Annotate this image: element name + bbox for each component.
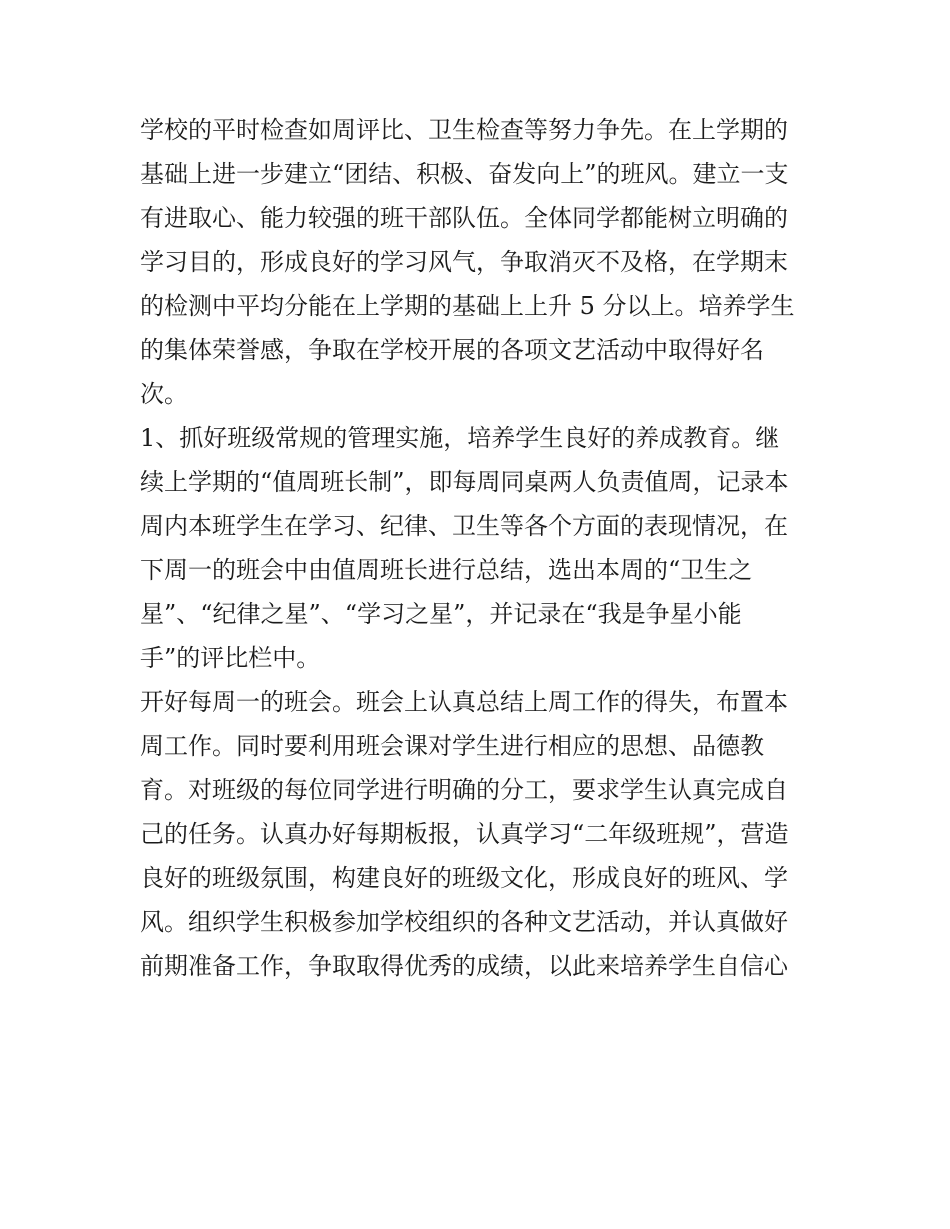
text-line: 星”、“纪律之星”、“学习之星”，并记录在“我是争星小能 bbox=[140, 600, 742, 628]
text-line: 续上学期的“值周班长制”，即每周同桌两人负责值周，记录本 bbox=[140, 468, 789, 496]
text-line: 周内本班学生在学习、纪律、卫生等各个方面的表现情况，在 bbox=[140, 512, 788, 540]
text-line: 的检测中平均分能在上学期的基础上上升 5 分以上。培养学生 bbox=[140, 292, 795, 320]
text-line: 开好每周一的班会。班会上认真总结上周工作的得失，布置本 bbox=[140, 688, 788, 716]
body-text bbox=[140, 108, 820, 988]
text-line: 下周一的班会中由值周班长进行总结，选出本周的“卫生之 bbox=[140, 556, 753, 584]
text-line: 良好的班级氛围，构建良好的班级文化，形成良好的班风、学 bbox=[140, 864, 788, 892]
text-line: 周工作。同时要利用班会课对学生进行相应的思想、品德教 bbox=[140, 732, 764, 760]
text-line: 手”的评比栏中。 bbox=[140, 644, 321, 672]
text-line: 1、抓好班级常规的管理实施，培养学生良好的养成教育。继 bbox=[140, 424, 780, 452]
text-line: 基础上进一步建立“团结、积极、奋发向上”的班风。建立一支 bbox=[140, 160, 789, 188]
text-line: 前期准备工作，争取取得优秀的成绩，以此来培养学生自信心 bbox=[140, 952, 788, 980]
text-line: 有进取心、能力较强的班干部队伍。全体同学都能树立明确的 bbox=[140, 204, 788, 232]
text-line: 育。对班级的每位同学进行明确的分工，要求学生认真完成自 bbox=[140, 776, 788, 804]
text-line: 风。组织学生积极参加学校组织的各种文艺活动，并认真做好 bbox=[140, 908, 788, 936]
text-line: 己的任务。认真办好每期板报，认真学习“二年级班规”，营造 bbox=[140, 820, 789, 848]
text-line: 次。 bbox=[140, 380, 188, 408]
text-line: 学校的平时检查如周评比、卫生检查等努力争先。在上学期的 bbox=[140, 116, 788, 144]
text-line: 学习目的，形成良好的学习风气，争取消灭不及格，在学期末 bbox=[140, 248, 788, 276]
text-line: 的集体荣誉感，争取在学校开展的各项文艺活动中取得好名 bbox=[140, 336, 764, 364]
